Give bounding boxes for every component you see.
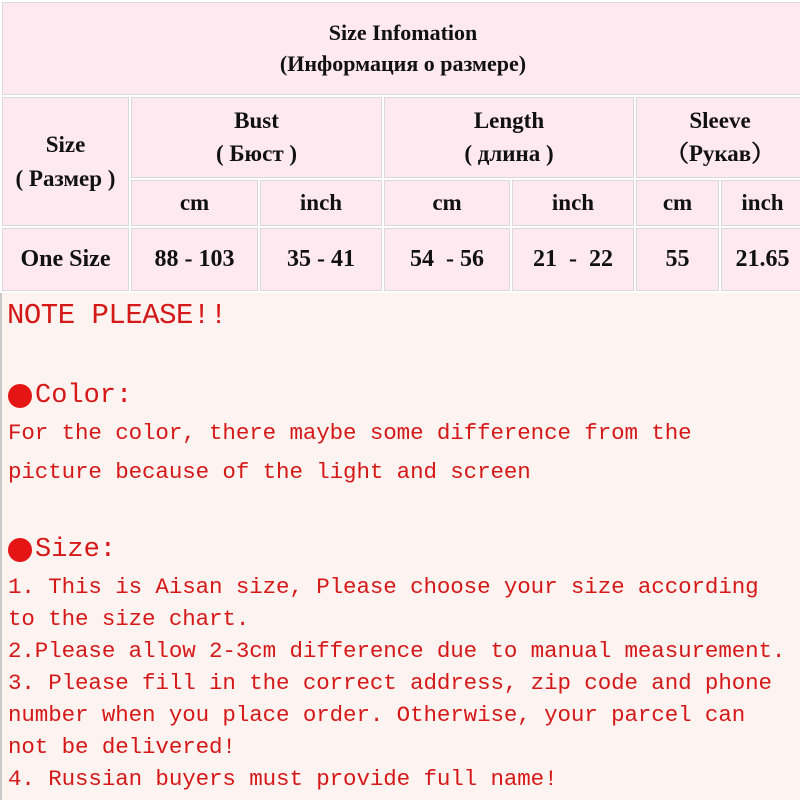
sleeve-header-en: Sleeve xyxy=(689,108,751,134)
length-header xyxy=(384,97,634,178)
color-line-1: For the color, there maybe some difference from the xyxy=(8,420,692,446)
color-title-text: Color: xyxy=(35,381,133,411)
table-title-en: Size Infomation xyxy=(328,19,478,45)
unit-sleeve-cm: cm xyxy=(636,180,719,226)
sleeve-header xyxy=(636,97,800,178)
size-table xyxy=(0,0,800,293)
table-title-ru: (Информация о размере) xyxy=(279,51,527,77)
sleeve-header-ru: （Рукав） xyxy=(665,141,775,167)
row-length-cm: 54 - 56 xyxy=(384,228,510,291)
unit-bust-inch: inch xyxy=(260,180,382,226)
size-line-4: 3. Please fill in the correct address, zip code and phone xyxy=(8,670,772,696)
bust-header-ru: ( Бюст ) xyxy=(215,141,298,167)
row-bust-inch: 35 - 41 xyxy=(260,228,382,291)
table-title xyxy=(2,2,800,95)
unit-length-cm: cm xyxy=(384,180,510,226)
size-line-2: to the size chart. xyxy=(8,606,250,632)
row-size: One Size xyxy=(2,228,129,291)
color-line-2: picture because of the light and screen xyxy=(8,459,531,485)
bust-header xyxy=(131,97,382,178)
length-header-ru: ( длина ) xyxy=(464,141,554,167)
size-section-title xyxy=(8,535,116,565)
size-line-3: 2.Please allow 2-3cm difference due to manual measurement. xyxy=(8,638,786,664)
row-length-inch: 21 - 22 xyxy=(512,228,634,291)
unit-length-inch: inch xyxy=(512,180,634,226)
note-panel xyxy=(0,293,800,800)
note-heading: NOTE PLEASE!! xyxy=(7,299,227,332)
row-bust-cm: 88 - 103 xyxy=(131,228,258,291)
unit-sleeve-inch: inch xyxy=(721,180,800,226)
size-header-ru: ( Размер ) xyxy=(15,165,116,191)
bust-header-en: Bust xyxy=(234,108,279,134)
length-header-en: Length xyxy=(473,108,545,134)
size-line-7: 4. Russian buyers must provide full name! xyxy=(8,766,558,792)
table-row xyxy=(2,228,800,291)
unit-bust-cm: cm xyxy=(131,180,258,226)
size-header-en: Size xyxy=(45,132,86,158)
red-bullet-icon xyxy=(8,538,32,562)
row-sleeve-inch: 21.65 xyxy=(721,228,800,291)
size-line-6: not be delivered! xyxy=(8,734,236,760)
size-title-text: Size: xyxy=(35,535,117,565)
size-line-1: 1. This is Aisan size, Please choose your size according xyxy=(8,574,759,600)
color-section-title xyxy=(8,381,132,411)
size-line-5: number when you place order. Otherwise, your parcel can xyxy=(8,702,746,728)
row-sleeve-cm: 55 xyxy=(636,228,719,291)
red-bullet-icon xyxy=(8,384,32,408)
size-header xyxy=(2,97,129,226)
